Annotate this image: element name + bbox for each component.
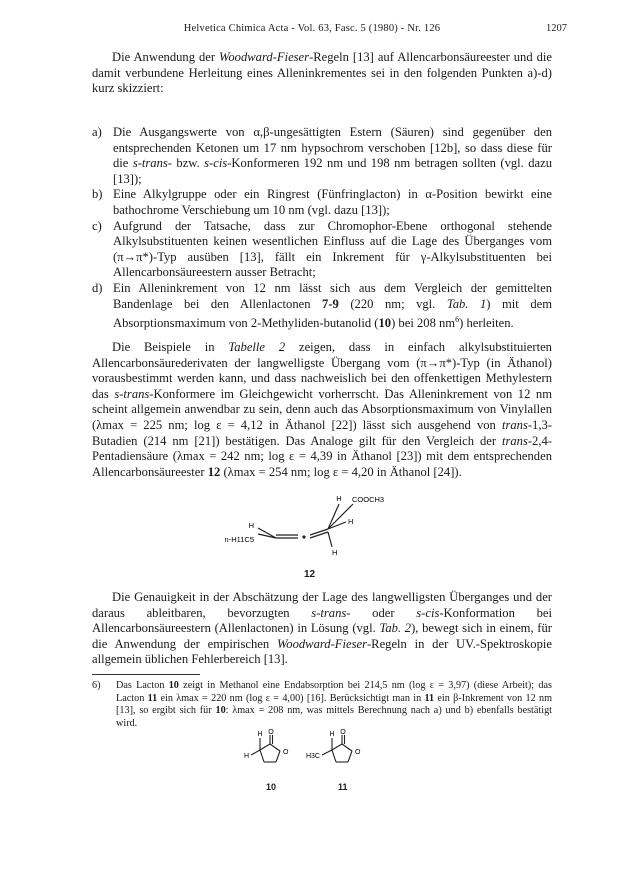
page-number: 1207	[546, 23, 567, 34]
ring-bond-3	[276, 751, 280, 762]
allene-center-dot	[302, 535, 305, 538]
cooch3-label: COOCH3	[352, 495, 385, 504]
structure-12-diagram	[224, 492, 408, 562]
h-left-label: H	[248, 521, 254, 530]
compound-label-11: 11	[338, 782, 348, 792]
rule-list	[92, 125, 552, 332]
ring-bond-1	[260, 750, 264, 762]
accuracy-paragraph: Die Genauigkeit in der Abschätzung der Lage des langwelligsten Überganges und der daraus ableitbaren, bevorzugten s-trans- oder s-cis-Konformation bei Allencarbonsäureestern (Allenlactonen) in Lösung (vgl. Tab. 2), bewegt sich in einem, für die Anwendung der empirischen Woodward-Fieser-Regeln in der UV.-Spektroskopie allgemein üblichen Fehlerbereich [13].	[92, 590, 552, 667]
h-top-label: H	[336, 494, 342, 503]
footnote-6: 6) Das Lacton 10 zeigt in Methanol eine Endabsorption bei 214,5 nm (log ε = 3,97) (diese Arbeit); das Lacton 11 ein λmax = 220 nm (log ε = 4,00) [16]. Berücksichtigt man in 11 ein β-Inkrement von 12 nm [13], so ergibt sich für 10: λmax = 208 nm, was mittels Berechnung nach a) und b) ebenfalls bestätigt wird.	[92, 680, 552, 729]
lactone-11-diagram	[305, 728, 372, 780]
o-label: O	[268, 729, 274, 736]
ring-bond-5	[260, 744, 270, 750]
list-item-b: b) Eine Alkylgruppe oder ein Ringrest (Fünfringlacton) in α-Position bewirkt eine bathochrome Verschiebung um 10 nm (vgl. dazu [13]);	[92, 187, 552, 217]
journal-citation: Helvetica Chimica Acta - Vol. 63, Fasc. 5 (1980) - Nr. 126	[183, 23, 441, 34]
exo-bond-h	[251, 750, 260, 755]
allene-bond-2a	[310, 532, 328, 538]
ring-bond-4	[342, 744, 352, 751]
footnote-marker: 6)	[92, 680, 101, 691]
list-item-d: d) Ein Alleninkrement von 12 nm lässt sich aus dem Vergleich der gemittelten Bandenlage bei den Allenlactonen 7-9 (220 nm; vgl. Tab. 1) mit dem Absorptionsmaximum von 2-Methyliden-butanolid (10) bei 208 $nm^6$) herleiten.	[92, 280, 552, 331]
h-label: H	[243, 753, 249, 760]
ring-o-label: O	[283, 749, 289, 756]
bond-c-h-bottom	[328, 532, 332, 547]
h-label: H	[257, 731, 263, 738]
examples-paragraph: Die Beispiele in Tabelle 2 zeigen, dass in einfach alkylsubstituierten Allencarbonsäurederivaten der langwelligste Übergang vom (π→π*)-Typ (in Äthanol) vorausbestimmt werden kann, und dass nachweislich bei den offenkettigen Methylestern das s-trans-Konformere im Gleichgewicht vorherrscht. Das Alleninkrement von 12 nm scheint allgemein anwendbar zu sein, denn auch das Absorptionsmaximum von Vinylallen (λmax = 225 nm; log ε = 4,12 in Äthanol [22]) lässt sich ausgehend von trans-1,3-Butadien (214 nm [21]) bestätigen. Das Analoge gilt für den Vergleich der trans-2,4-Pentadiensäure (λmax = 242 nm; log ε = 4,39 in Äthanol [23]) mit dem entsprechenden Allencarbonsäureester 12 (λmax = 254 nm; log ε = 4,20 in Äthanol [24]).	[92, 340, 553, 479]
footnote-rule	[92, 674, 200, 675]
ring-bond-3	[348, 751, 352, 762]
intro-paragraph: Die Anwendung der Woodward-Fieser-Regeln [13] auf Allencarbonsäureester und die damit verbundene Herleitung eines Alleninkrementes sei in den folgenden Punkten a)-d) kurz skizziert:	[92, 50, 552, 96]
compound-label-12: 12	[304, 569, 316, 580]
h-label: H	[329, 731, 335, 738]
lactone-10-diagram	[240, 728, 300, 780]
ring-o-label: O	[355, 749, 361, 756]
h-right-label: H	[348, 517, 354, 526]
list-item-c: c) Aufgrund der Tatsache, dass zur Chromophor-Ebene orthogonal stehende Alkylsubstituenten keinen wesentlichen Einfluss auf die Lage des Überganges vom (π→π*)-Typ ausüben [13], fällt ein Inkrement für γ-Alkylsubstituenten bei Allencarbonsäureestern ausser Betracht;	[92, 218, 552, 280]
methyl-label: H3C	[305, 753, 320, 760]
ring-bond-1	[332, 750, 336, 762]
ring-bond-4	[270, 744, 280, 751]
ring-bond-5	[332, 744, 342, 750]
compound-label-10: 10	[266, 782, 277, 792]
allene-bond-2b	[310, 529, 328, 535]
o-label: O	[340, 729, 346, 736]
list-item-a: a) Die Ausgangswerte von α,β-ungesättigten Estern (Säuren) sind gegenüber den entsprechenden Ketonen um 17 nm hypsochrom verschoben [12b], so dass diese für die s-trans- bzw. s-cis-Konformeren 192 nm und 198 nm betragen sollten (vgl. dazu [13]);	[92, 125, 552, 186]
methyl-bond	[322, 750, 332, 755]
alkyl-label: n-H11C5	[224, 535, 254, 544]
h-bottom-label: H	[332, 548, 338, 557]
